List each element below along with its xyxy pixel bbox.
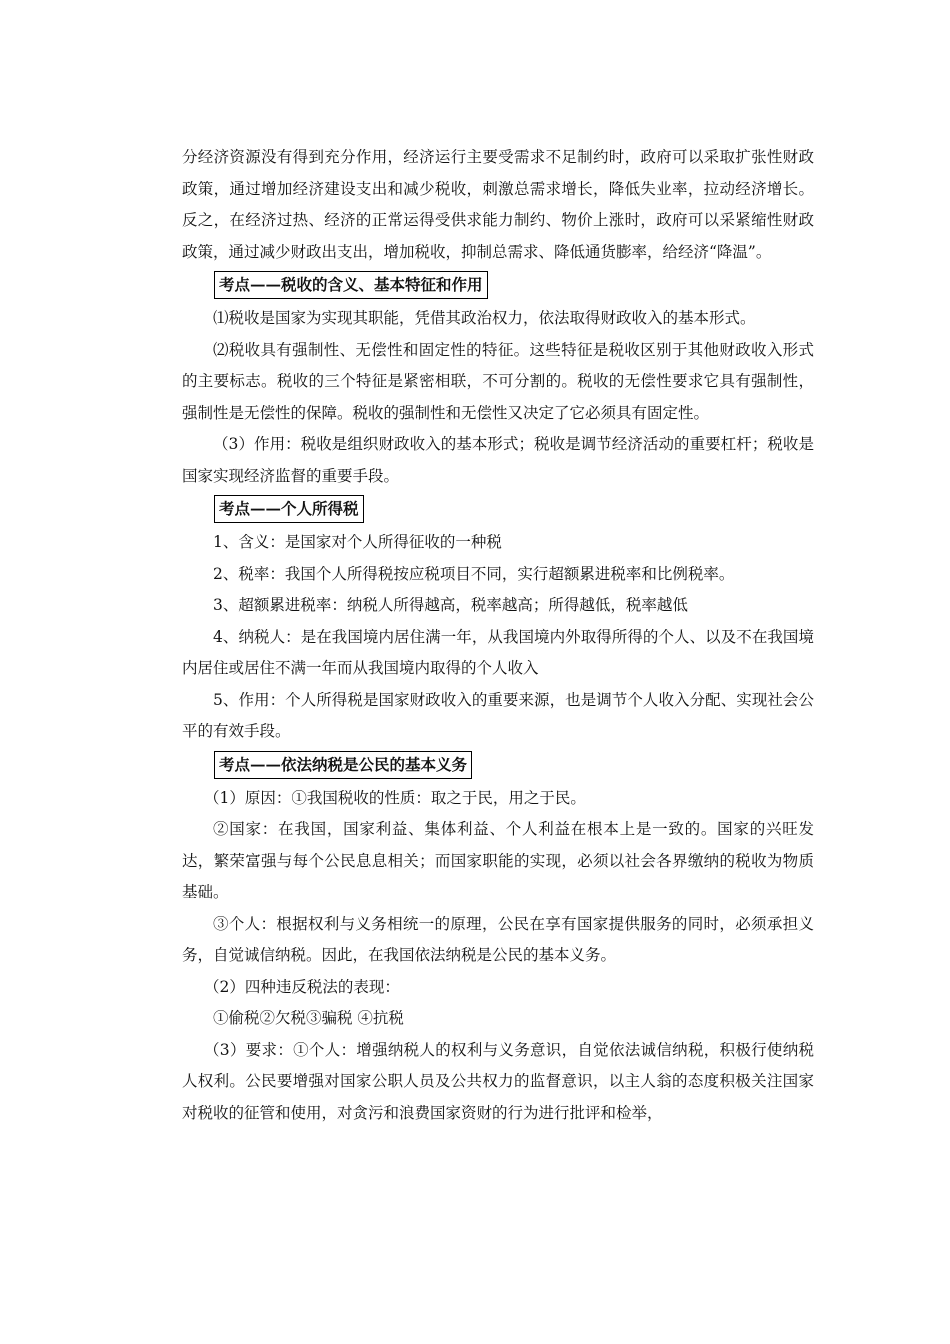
paragraph: 1、含义：是国家对个人所得征收的一种税 [213, 533, 502, 551]
paragraph: （3）要求：①个人：增强纳税人的权利与义务意识，自觉依法诚信纳税，积极行使纳税人权利。公民要增强对国家公职人员及公共权力的监督意识，以主人翁的态度积极关注国家对税收的征管和使用，对贪污和浪费国家资财的行为进行批评和检举， [182, 1040, 814, 1122]
paragraph: ⑵税收具有强制性、无偿性和固定性的特征。这些特征是税收区别于其他财政收入形式的主要标志。税收的三个特征是紧密相联，不可分割的。税收的无偿性要求它具有强制性，强制性是无偿性的保障。税收的强制性和无偿性又决定了它必须具有固定性。 [182, 340, 814, 422]
section-heading-box [214, 495, 814, 525]
paragraph: 3、超额累进税率：纳税人所得越高，税率越高；所得越低，税率越低 [213, 596, 688, 614]
paragraph: 4、纳税人：是在我国境内居住满一年，从我国境内外取得所得的个人、以及不在我国境内居住或居住不满一年而从我国境内取得的个人收入 [182, 627, 814, 677]
document-body [182, 142, 814, 1129]
paragraph: ①偷税②欠税③骗税 ④抗税 [213, 1009, 404, 1027]
section-heading-box [214, 271, 814, 301]
paragraph: ⑴税收是国家为实现其职能，凭借其政治权力，依法取得财政收入的基本形式。 [213, 309, 756, 327]
section-heading-tax-definition: 考点——税收的含义、基本特征和作用 [214, 271, 488, 299]
paragraph: 5、作用：个人所得税是国家财政收入的重要来源，也是调节个人收入分配、实现社会公平的有效手段。 [182, 690, 814, 740]
paragraph: （3）作用：税收是组织财政收入的基本形式；税收是调节经济活动的重要杠杆；税收是国家实现经济监督的重要手段。 [182, 435, 814, 485]
intro-paragraph: 分经济资源没有得到充分作用，经济运行主要受需求不足制约时，政府可以采取扩张性财政政策，通过增加经济建设支出和减少税收，刺激总需求增长，降低失业率，拉动经济增长。反之，在经济过热、经济的正常运得受供求能力制约、物价上涨时，政府可以采紧缩性财政政策，通过减少财政出支出，增加税收，抑制总需求、降低通货膨率，给经济“降温”。 [182, 148, 814, 261]
section-heading-income-tax: 考点——个人所得税 [214, 495, 364, 523]
paragraph: 2、税率：我国个人所得税按应税项目不同，实行超额累进税率和比例税率。 [213, 564, 735, 583]
section-heading-tax-duty: 考点——依法纳税是公民的基本义务 [214, 751, 472, 779]
paragraph: ②国家：在我国，国家利益、集体利益、个人利益在根本上是一致的。国家的兴旺发达，繁荣富强与每个公民息息相关；而国家职能的实现，必须以社会各界缴纳的税收为物质基础。 [182, 820, 814, 901]
paragraph: （1）原因：①我国税收的性质：取之于民，用之于民。 [204, 788, 586, 807]
section-heading-box [214, 751, 814, 781]
paragraph: （2）四种违反税法的表现： [204, 977, 400, 996]
paragraph: ③个人：根据权利与义务相统一的原理，公民在享有国家提供服务的同时，必须承担义务，自觉诚信纳税。因此，在我国依法纳税是公民的基本义务。 [182, 914, 814, 964]
